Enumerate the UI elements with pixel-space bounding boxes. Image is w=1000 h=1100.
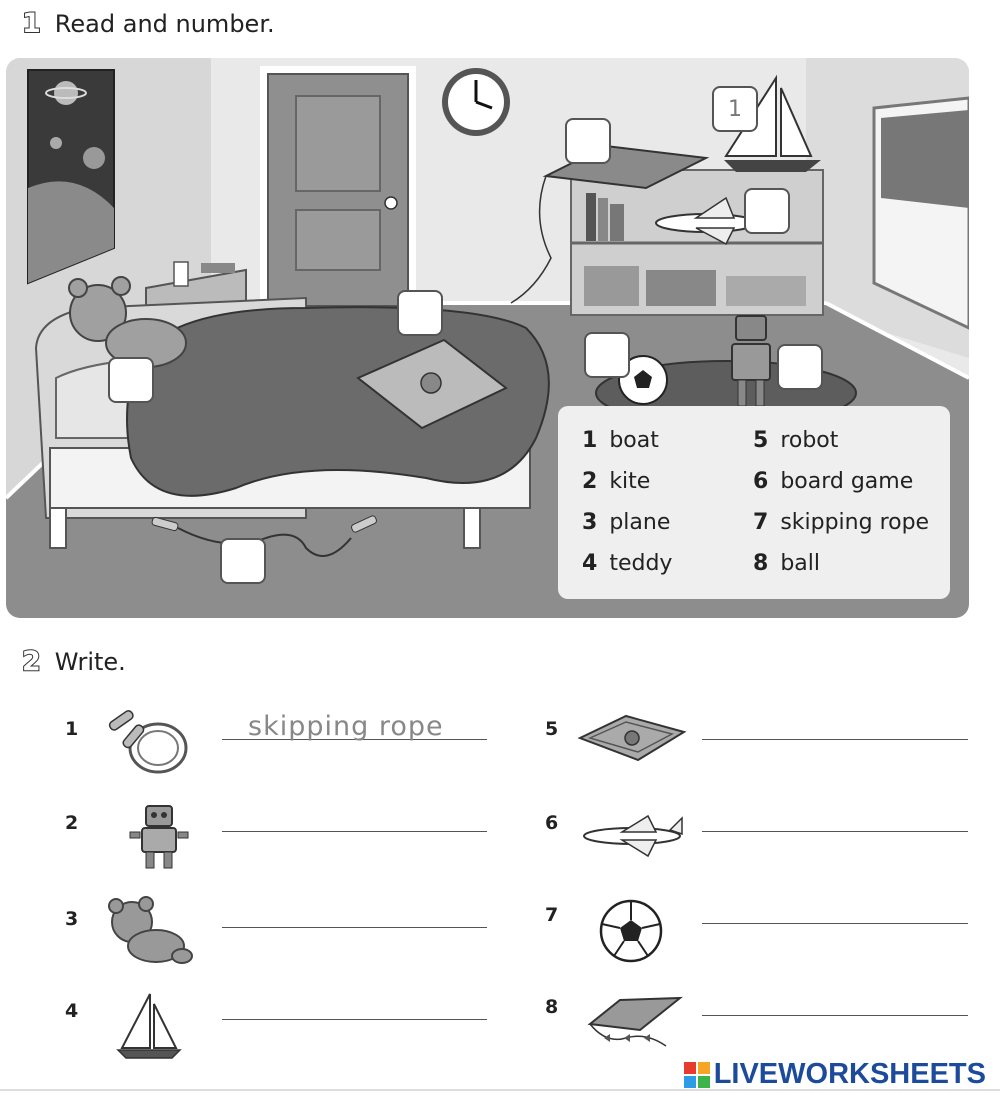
answer-line-7[interactable] [702, 898, 968, 924]
answer-line-2[interactable] [222, 806, 487, 832]
robot-icon [124, 800, 194, 872]
space-poster-icon [28, 70, 114, 283]
board-game-icon [576, 712, 688, 764]
ball-icon [598, 898, 664, 964]
write-item-number: 6 [545, 812, 559, 834]
section-1-number: 1 [22, 8, 41, 39]
liveworksheets-logo-icon [684, 1062, 710, 1088]
answer-line-5[interactable] [702, 714, 968, 740]
legend-item: 4 teddy [582, 551, 673, 576]
answer-box-skipping-rope[interactable] [220, 538, 266, 584]
answer-line-1[interactable]: skipping rope [222, 714, 487, 740]
legend-item: 2 kite [582, 469, 651, 494]
write-item-number: 4 [65, 1000, 79, 1022]
clock-icon [442, 68, 510, 136]
write-item-number: 1 [65, 718, 79, 740]
door-icon [260, 66, 416, 306]
plane-icon [578, 812, 686, 862]
section-2-title: Write. [54, 647, 126, 676]
answer-box-sailboat[interactable]: 1 [712, 86, 758, 132]
answer-line-3[interactable] [222, 902, 487, 928]
section-1-header [22, 8, 275, 39]
write-item-number: 7 [545, 904, 559, 926]
section-1-title: Read and number. [54, 9, 275, 38]
write-item-number: 3 [65, 908, 79, 930]
teddy-icon [100, 896, 196, 970]
section-2-header [22, 646, 126, 677]
legend-item: 3 plane [582, 510, 671, 535]
legend-item: 5 robot [753, 428, 839, 453]
answer-line-6[interactable] [702, 806, 968, 832]
write-item-number: 8 [545, 996, 559, 1018]
answer-box-plane[interactable] [744, 188, 790, 234]
liveworksheets-logo[interactable] [684, 1058, 986, 1091]
legend-item: 1 boat [582, 428, 659, 453]
answer-box-board-game[interactable] [397, 290, 443, 336]
legend-item: 6 board game [753, 469, 914, 494]
answer-box-ball[interactable] [584, 332, 630, 378]
liveworksheets-logo-text: LIVEWORKSHEETS [713, 1058, 986, 1090]
answer-box-teddy[interactable] [108, 357, 154, 403]
sailboat-icon [112, 990, 184, 1062]
skipping-rope-icon [100, 698, 200, 784]
section-2-number: 2 [22, 646, 41, 677]
answer-line-4[interactable] [222, 994, 487, 1020]
answer-box-kite[interactable] [565, 118, 611, 164]
word-legend [558, 406, 950, 599]
write-item-number: 5 [545, 718, 559, 740]
answer-box-robot[interactable] [777, 344, 823, 390]
answer-line-8[interactable] [702, 990, 968, 1016]
legend-item: 7 skipping rope [753, 510, 930, 535]
legend-item: 8 ball [753, 551, 820, 576]
kite-icon [576, 994, 686, 1056]
write-item-number: 2 [65, 812, 79, 834]
